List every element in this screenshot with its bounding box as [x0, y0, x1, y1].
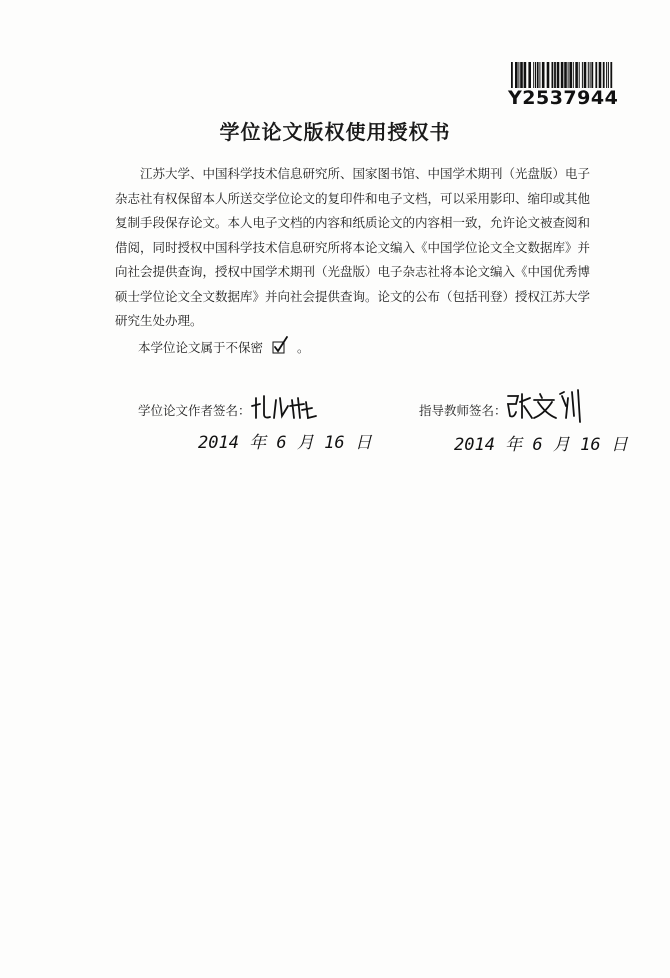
barcode-bar	[524, 62, 527, 88]
secrecy-label: 本学位论文属于不保密	[138, 340, 264, 355]
barcode-bar	[606, 62, 607, 88]
barcode-bar	[584, 62, 587, 88]
barcode-bar	[582, 62, 583, 88]
advisor-signature	[504, 388, 586, 424]
barcode-bar	[561, 62, 564, 88]
barcode-bar	[557, 62, 560, 88]
barcode-graphic	[510, 62, 616, 88]
document-title: 学位论文版权使用授权书	[219, 120, 451, 144]
barcode-bar	[575, 62, 578, 88]
barcode-bar	[608, 62, 609, 88]
author-signature	[250, 392, 322, 422]
author-signature-label: 学位论文作者签名：	[138, 403, 251, 418]
barcode-bar	[518, 62, 519, 88]
barcode-bar	[590, 62, 591, 88]
barcode-bar	[554, 62, 556, 88]
barcode-bar	[568, 62, 569, 88]
barcode-bar	[573, 62, 574, 88]
barcode-bar	[591, 62, 593, 88]
barcode-bar	[511, 62, 513, 88]
author-signature-date: 2014 年 6 月 16 日	[198, 433, 372, 453]
barcode-bar	[515, 62, 518, 88]
advisor-signature-label: 指导教师签名：	[419, 403, 507, 418]
barcode-bar	[542, 62, 545, 88]
barcode-bar	[520, 62, 523, 88]
barcode-number: Y2537944	[508, 87, 619, 109]
secrecy-statement	[138, 336, 310, 360]
barcode-bar	[569, 62, 572, 88]
checkbox-checked-icon	[267, 336, 293, 356]
barcode-bar	[564, 62, 567, 88]
barcode-bar	[533, 62, 534, 88]
barcode-bar	[537, 62, 539, 88]
barcode-bar	[528, 62, 531, 88]
barcode-block	[508, 62, 620, 108]
barcode-bar	[588, 62, 589, 88]
barcode-bar	[595, 62, 597, 88]
barcode-bar	[603, 62, 605, 88]
barcode-bar	[539, 62, 540, 88]
authorization-paragraph: 江苏大学、中国科学技术信息研究所、国家图书馆、中国学术期刊（光盘版）电子杂志社有权保留本人所送交学位论文的复印件和电子文档，可以采用影印、缩印或其他复制手段保存论文。本人电子文档的内容和纸质论文的内容相一致，允许论文被查阅和借阅，同时授权中国科学技术信息研究所将本论文编入《中国学位论文全文数据库》并向社会提供查询，授权中国学术期刊（光盘版）电子杂志社将本论文编入《中国优秀博硕士学位论文全文数据库》并向社会提供查询。论文的公布（包括刊登）授权江苏大学研究生处办理。	[115, 166, 591, 328]
barcode-bar	[610, 62, 612, 88]
advisor-signature-date: 2014 年 6 月 16 日	[454, 435, 628, 455]
barcode-bar	[579, 62, 580, 88]
barcode-bar	[599, 62, 602, 88]
secrecy-end: 。	[296, 340, 310, 355]
barcode-bar	[535, 62, 536, 88]
barcode-bar	[547, 62, 550, 88]
barcode-bar	[552, 62, 554, 88]
